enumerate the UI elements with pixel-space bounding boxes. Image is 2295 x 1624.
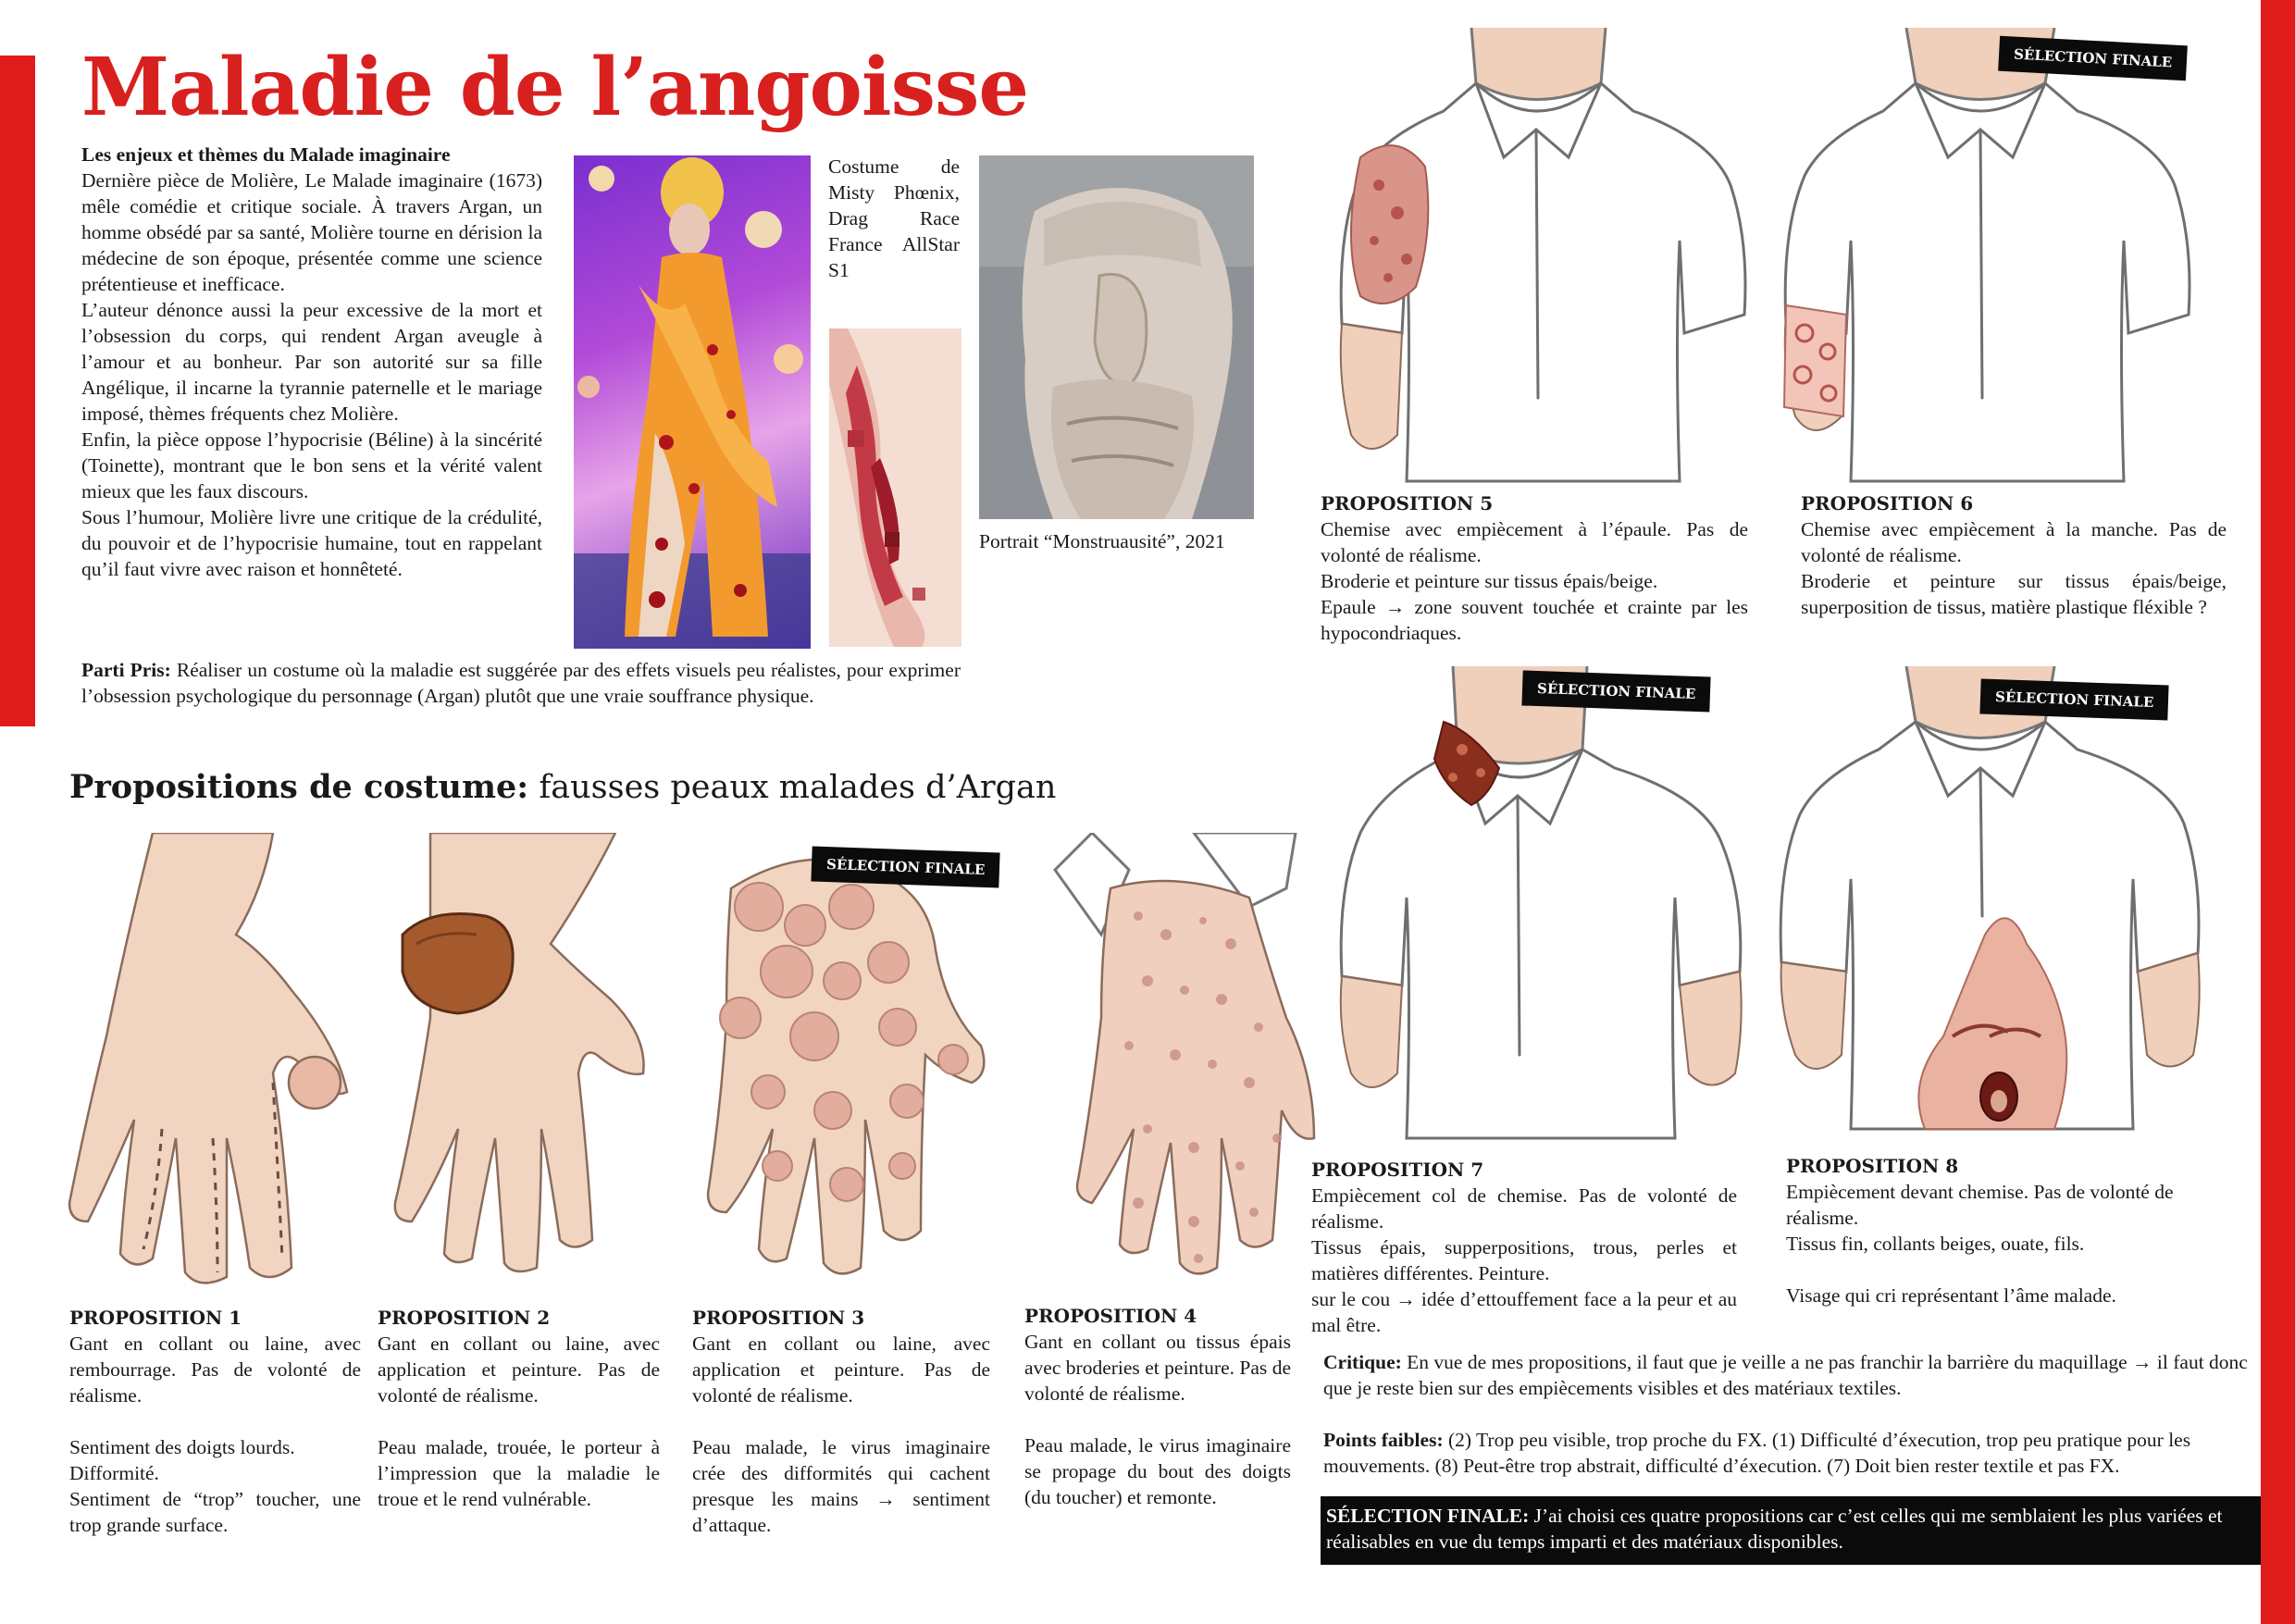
proposition-line: Gant en collant ou laine, avec application et peinture. Pas de volonté de réalisme. [378, 1333, 660, 1407]
intro-text [81, 142, 542, 582]
glove-sketch-3 [685, 833, 999, 1295]
proposition-5 [1321, 490, 1748, 646]
final-selection-badge: SÉLECTION FINALE [1521, 670, 1711, 712]
intro-paragraph: Sous l’humour, Molière livre une critique de la crédulité, du pouvoir et de l’hypocrisie humaine, tout en rappelant qu’il faut vivre avec raison et honnêteté. [81, 506, 542, 580]
critique-text: En vue de mes propositions, il faut que je veille a ne pas franchir la barrière du maquillage → il faut donc que je reste bien sur des empiècements visibles et des matériaux textiles. [1323, 1351, 2248, 1399]
intro-paragraph: Enfin, la pièce oppose l’hypocrisie (Béline) à la sincérité (Toinette), montrant que le bon sens et la vérité valent mieux que les faux discours. [81, 428, 542, 502]
proposition-line: Epaule → zone souvent touchée et crainte par les hypocondriaques. [1321, 596, 1748, 644]
intro-heading: Les enjeux et thèmes du Malade imaginaire [81, 143, 451, 166]
proposition-2 [378, 1305, 660, 1512]
proposition-line [1024, 1407, 1291, 1432]
glove-sketch-1 [51, 833, 356, 1295]
proposition-line: Peau malade, le virus imaginaire se propage du bout des doigts (du toucher) et remonte. [1024, 1434, 1291, 1508]
costume-reference-photo [574, 155, 811, 649]
page-title: Maladie de l’angoisse [81, 41, 1029, 134]
portrait-caption: Portrait “Monstruausité”, 2021 [979, 530, 1225, 552]
proposition-line: Peau malade, le virus imaginaire crée des difformités qui cachent presque les mains → sentiment d’attaque. [692, 1436, 990, 1536]
proposition-line [1786, 1257, 2221, 1283]
proposition-line: Peau malade, trouée, le porteur à l’impression que la maladie le troue et le rend vulnérable. [378, 1436, 660, 1510]
left-accent-bar [0, 56, 35, 726]
proposition-title: PROPOSITION 7 [1311, 1159, 1484, 1181]
proposition-line: Chemise avec empiècement à l’épaule. Pas de volonté de réalisme. [1321, 518, 1748, 566]
proposition-4 [1024, 1303, 1291, 1510]
proposition-7 [1311, 1157, 1737, 1338]
proposition-line [378, 1408, 660, 1434]
costume-detail-photo [829, 329, 961, 647]
proposition-line: Gant en collant ou laine, avec application et peinture. Pas de volonté de réalisme. [692, 1333, 990, 1407]
section-heading-rest: fausses peaux malades d’Argan [528, 769, 1057, 806]
proposition-line: Broderie et peinture sur tissus épais/beige. [1321, 570, 1658, 592]
intro-paragraph: Dernière pièce de Molière, Le Malade imaginaire (1673) mêle comédie et critique sociale. À travers Argan, un homme obsédé par sa santé, Molière tourne en dérision la médecine de son époque, présentée comme une science prétentieuse et inefficace. [81, 169, 542, 295]
proposition-line: Difformité. [69, 1462, 159, 1484]
shirt-sketch-5 [1323, 28, 1758, 490]
proposition-title: PROPOSITION 5 [1321, 492, 1494, 514]
parti-pris-label: Parti Pris: [81, 659, 171, 681]
proposition-title: PROPOSITION 1 [69, 1307, 242, 1329]
final-selection-badge: SÉLECTION FINALE [811, 846, 1000, 887]
parti-pris-text: Réaliser un costume où la maladie est suggérée par des effets visuels peu réalistes, pour exprimer l’obsession psychologique du personnage (Argan) plutôt que une vraie souffrance physique. [81, 659, 961, 707]
parti-pris [81, 657, 961, 709]
critique-label: Critique: [1323, 1351, 1402, 1373]
proposition-line: Sentiment des doigts lourds. [69, 1436, 295, 1458]
final-selection-badge: SÉLECTION FINALE [1998, 36, 2188, 81]
proposition-line: Visage qui cri représentant l’âme malade. [1786, 1284, 2116, 1307]
section-heading-bold: Propositions de costume: [69, 768, 529, 806]
proposition-line: Broderie et peinture sur tissus épais/beige, superposition de tissus, matière plastique fléxible ? [1801, 570, 2227, 618]
proposition-line: Empiècement col de chemise. Pas de volonté de réalisme. [1311, 1184, 1737, 1233]
proposition-line [692, 1408, 990, 1434]
proposition-line: Gant en collant ou tissus épais avec broderies et peinture. Pas de volonté de réalisme. [1024, 1331, 1291, 1405]
proposition-line: sur le cou → idée d’ettouffement face a la peur et au mal être. [1311, 1288, 1737, 1336]
proposition-title: PROPOSITION 6 [1801, 492, 1974, 514]
final-selection-box [1321, 1496, 2261, 1565]
final-selection-badge: SÉLECTION FINALE [1979, 678, 2169, 720]
proposition-line: Tissus épais, supperpositions, trous, perles et matières différentes. Peinture. [1311, 1236, 1737, 1284]
proposition-line: Tissus fin, collants beiges, ouate, fils. [1786, 1233, 2085, 1255]
proposition-title: PROPOSITION 2 [378, 1307, 551, 1329]
portrait-reference-photo [979, 155, 1272, 519]
shirt-sketch-8 [1768, 666, 2202, 1147]
critique [1323, 1349, 2258, 1401]
proposition-line: Gant en collant ou laine, avec rembourrage. Pas de volonté de réalisme. [69, 1333, 361, 1407]
proposition-6 [1801, 490, 2227, 620]
costume-caption: Costume de Misty Phœnix, Drag Race France AllStar S1 [828, 155, 960, 281]
glove-sketch-4 [1036, 833, 1333, 1295]
points-faibles-text: (2) Trop peu visible, trop proche du FX. (1) Difficulté d’éxecution, trop peu pratique pour les mouvements. (8) Peut-être trop abstrait, difficulté d’éxecution. (7) Doit bien rester textile et pas FX. [1323, 1429, 2191, 1477]
proposition-title: PROPOSITION 4 [1024, 1305, 1197, 1327]
proposition-8 [1786, 1153, 2221, 1308]
proposition-line [69, 1408, 361, 1434]
shirt-sketch-6 [1768, 28, 2202, 490]
points-faibles-label: Points faibles: [1323, 1429, 1444, 1451]
proposition-title: PROPOSITION 3 [692, 1307, 865, 1329]
points-faibles [1323, 1427, 2258, 1479]
proposition-3 [692, 1305, 990, 1538]
intro-paragraph: L’auteur dénonce aussi la peur excessive de la mort et l’obsession du corps, qui rendent Argan aveugle à l’amour et au bonheur. Par son autorité sur sa fille Angélique, il incarne la tyrannie paternelle et le mariage imposé, thèmes fréquents chez Molière. [81, 299, 542, 425]
final-selection-text: J’ai choisi ces quatre propositions car c’est celles qui me semblaient les plus variées et réalisables en vue du temps imparti et des matériaux disponibles. [1326, 1505, 2223, 1553]
glove-sketch-2 [366, 833, 652, 1295]
shirt-sketch-7 [1333, 666, 1758, 1147]
proposition-line: Sentiment de “trop” toucher, une trop grande surface. [69, 1488, 361, 1536]
proposition-line: Empiècement devant chemise. Pas de volonté de réalisme. [1786, 1181, 2174, 1229]
right-accent-bar [2261, 0, 2295, 1624]
proposition-title: PROPOSITION 8 [1786, 1155, 1959, 1177]
final-selection-label: SÉLECTION FINALE: [1326, 1505, 1530, 1527]
proposition-line: Chemise avec empiècement à la manche. Pas de volonté de réalisme. [1801, 518, 2227, 566]
proposition-1 [69, 1305, 361, 1538]
section-heading [69, 768, 1056, 806]
